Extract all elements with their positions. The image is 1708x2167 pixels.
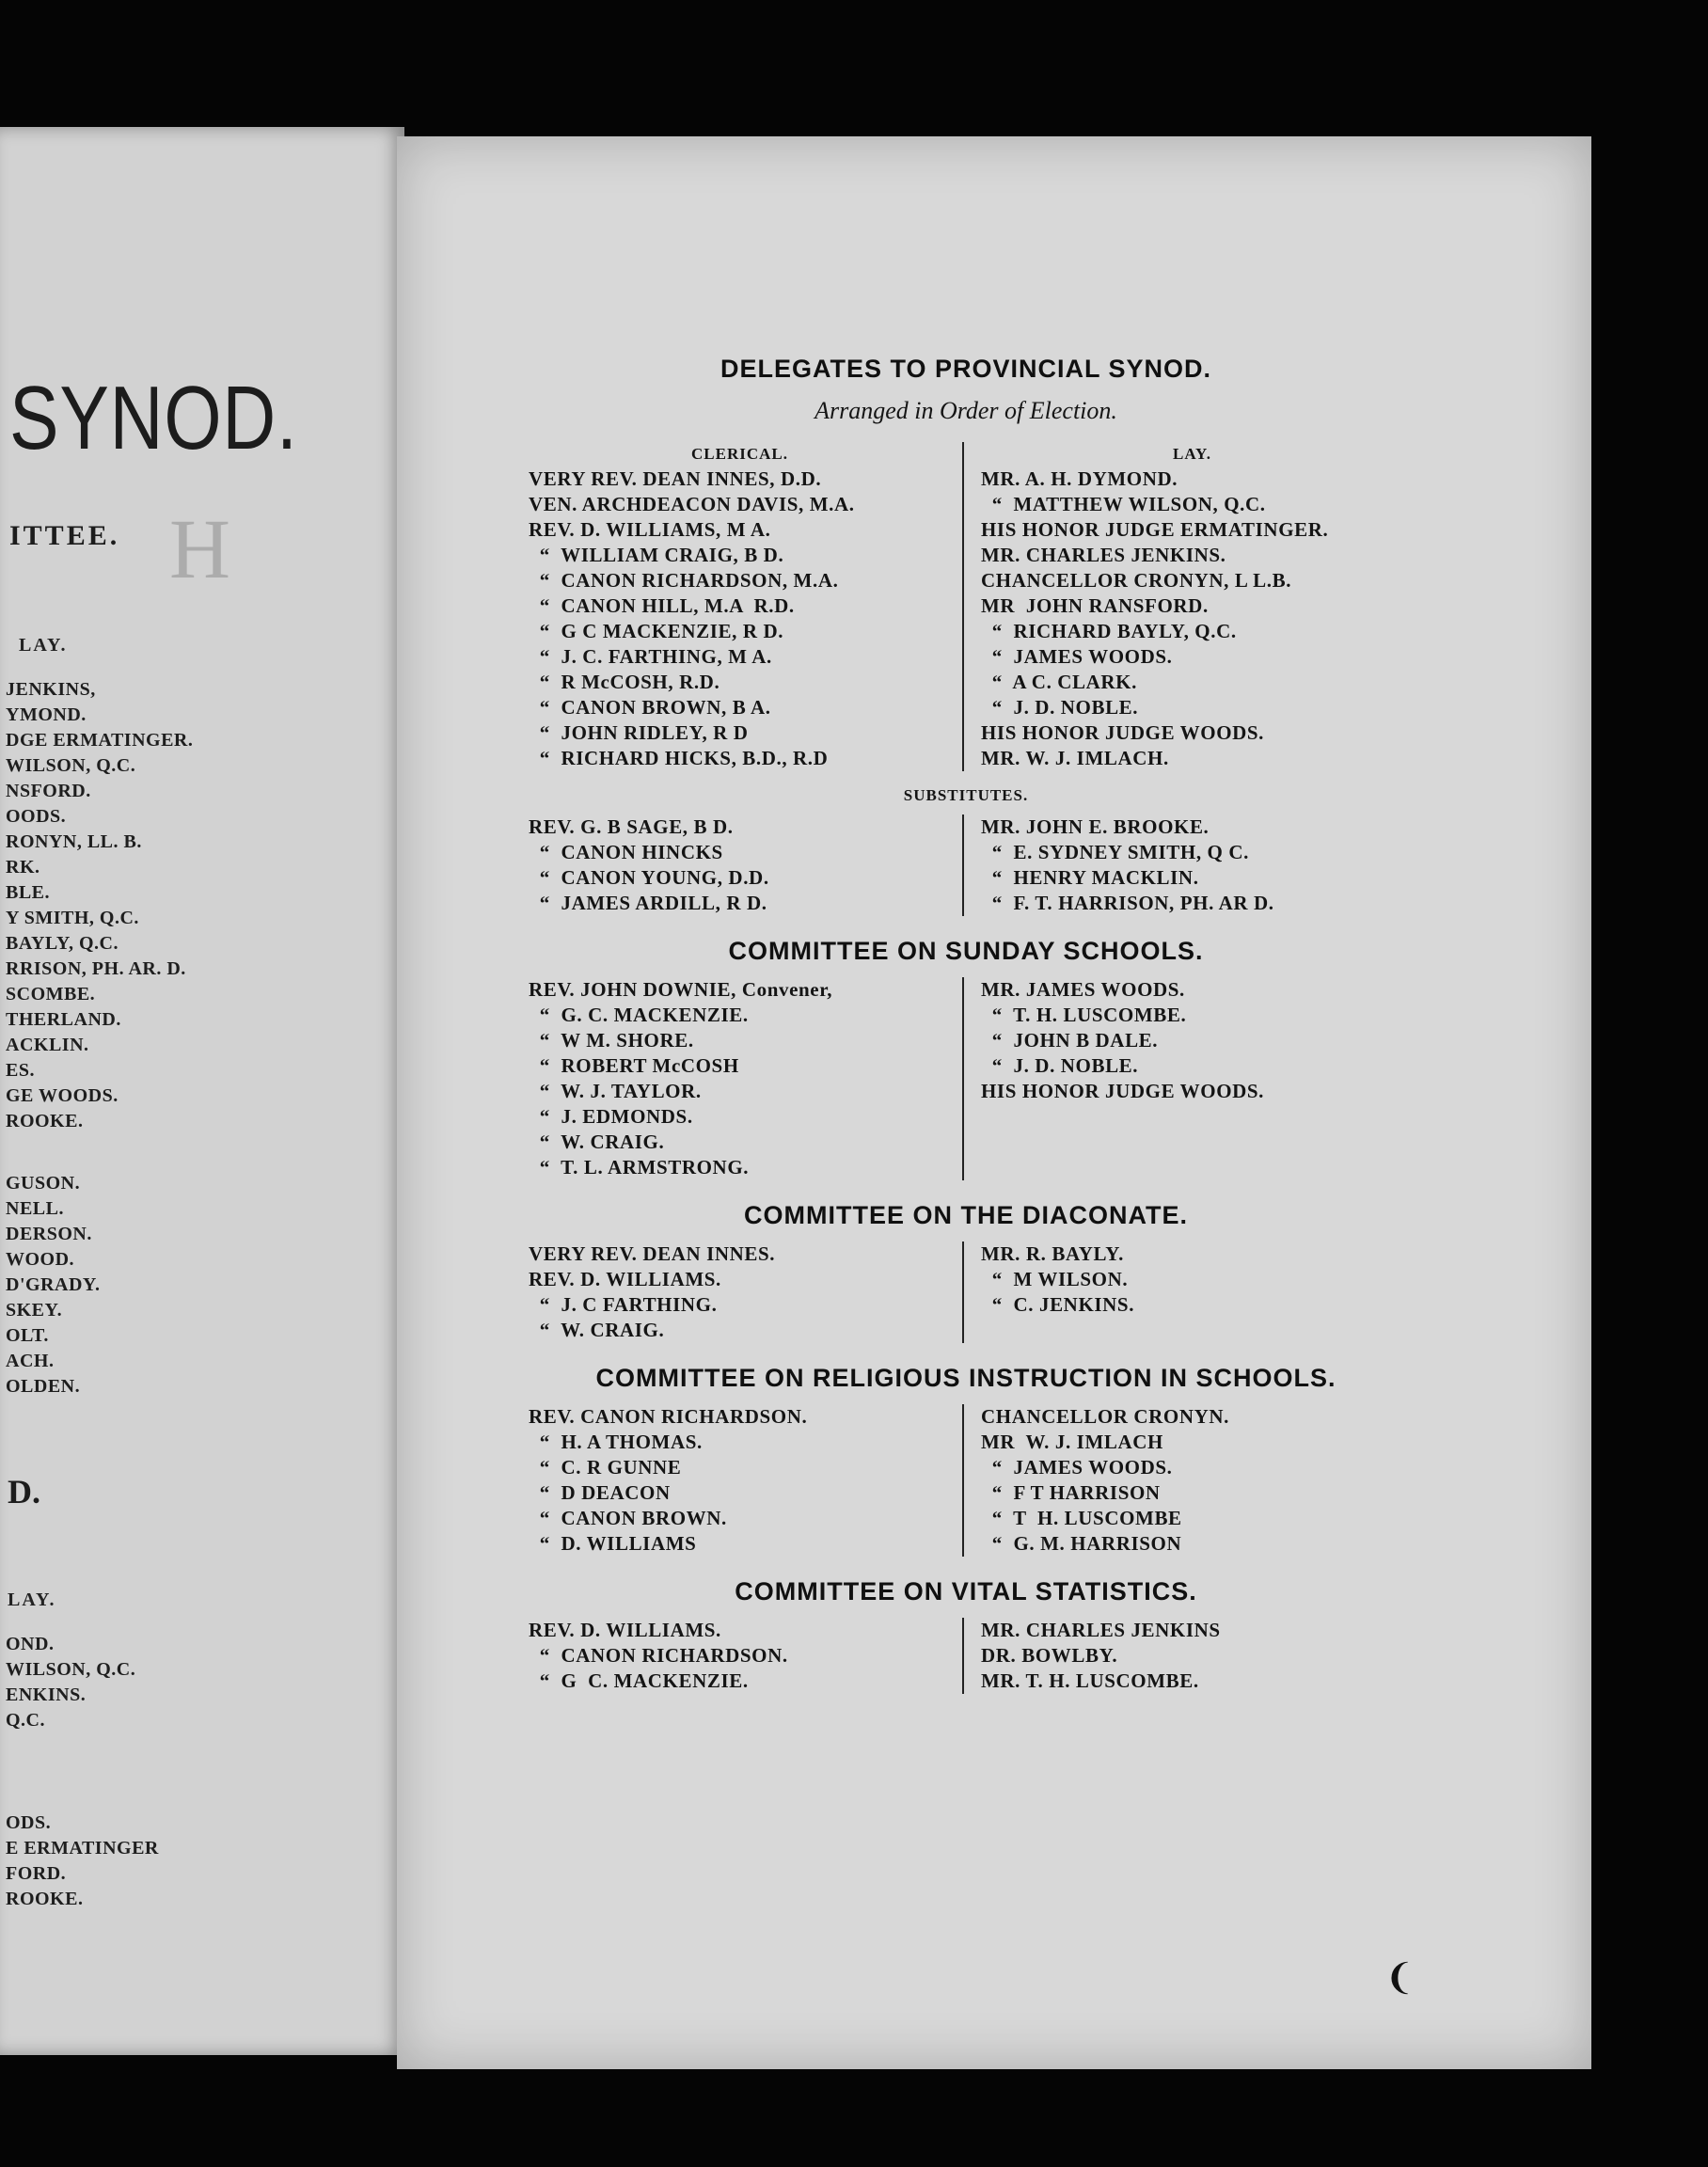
substitutes-label: SUBSTITUTES. — [903, 786, 1029, 804]
vital-statistics-clergy — [529, 1618, 964, 1694]
list-item: “ J. D. NOBLE. — [981, 1054, 1139, 1077]
list-item: “ CANON BROWN. — [529, 1507, 727, 1529]
list-item: CHANCELLOR CRONYN, L L.B. — [981, 569, 1292, 592]
list-item: Q.C. — [6, 1710, 45, 1731]
list-item: OLDEN. — [6, 1376, 81, 1397]
list-item: “ JAMES WOODS. — [981, 1456, 1173, 1479]
list-item: “ F T HARRISON — [981, 1481, 1161, 1504]
list-item: VERY REV. DEAN INNES, D.D. — [529, 467, 822, 490]
list-item: HIS HONOR JUDGE WOODS. — [981, 1080, 1265, 1102]
list-item: MR. JOHN E. BROOKE. — [981, 815, 1210, 838]
list-item: “ J. D. NOBLE. — [981, 696, 1139, 719]
diaconate-columns — [529, 1242, 1403, 1343]
lay-label-2: LAY. — [8, 1590, 56, 1610]
list-item: “ G. M. HARRISON — [981, 1532, 1182, 1555]
list-item: “ G. C. MACKENZIE. — [529, 1004, 749, 1026]
list-item: “ HENRY MACKLIN. — [981, 866, 1199, 889]
list-item: “ ROBERT McCOSH — [529, 1054, 739, 1077]
clerical-column — [529, 442, 964, 771]
religious-instruction-columns — [529, 1404, 1403, 1557]
list-item: SCOMBE. — [6, 984, 96, 1004]
vital-statistics-columns — [529, 1618, 1403, 1694]
list-item: ES. — [6, 1060, 35, 1081]
list-item: RONYN, LL. B. — [6, 831, 142, 852]
list-item: OLT. — [6, 1325, 49, 1346]
list-item: HIS HONOR JUDGE WOODS. — [981, 721, 1265, 744]
list-item: WILSON, Q.C. — [6, 1659, 136, 1680]
list-item: JENKINS, — [6, 679, 96, 700]
list-item: NELL. — [6, 1198, 64, 1219]
list-item: SKEY. — [6, 1300, 63, 1321]
list-item: ROOKE. — [6, 1111, 84, 1131]
sunday-schools-clergy — [529, 977, 964, 1180]
list-item: “ G C. MACKENZIE. — [529, 1669, 749, 1692]
list-item: “ C. R GUNNE — [529, 1456, 682, 1479]
list-item: “ JOHN B DALE. — [981, 1029, 1159, 1052]
list-item: DERSON. — [6, 1224, 92, 1244]
list-item: “ M WILSON. — [981, 1268, 1129, 1290]
list-item: ENKINS. — [6, 1685, 87, 1705]
list-item: “ JAMES WOODS. — [981, 645, 1173, 668]
lay-list — [981, 467, 1403, 771]
list-item: “ T H. LUSCOMBE — [981, 1507, 1182, 1529]
list-item: YMOND. — [6, 704, 87, 725]
list-item: REV. D. WILLIAMS. — [529, 1619, 721, 1641]
list-item: VEN. ARCHDEACON DAVIS, M.A. — [529, 493, 855, 515]
list-item: RRISON, PH. AR. D. — [6, 958, 186, 979]
list-item: “ J. C. FARTHING, M A. — [529, 645, 772, 668]
list-item: MR. R. BAYLY. — [981, 1242, 1124, 1265]
synod-heading: SYNOD. — [9, 368, 298, 468]
list-item: “ RICHARD BAYLY, Q.C. — [981, 620, 1237, 642]
religious-instruction-laity — [964, 1404, 1403, 1557]
list-item: GUSON. — [6, 1173, 81, 1194]
list-item: “ CANON HILL, M.A R.D. — [529, 594, 795, 617]
list-item: “ F. T. HARRISON, PH. AR D. — [981, 892, 1274, 914]
left-list-2 — [6, 1171, 101, 1400]
list-item: “ C. JENKINS. — [981, 1293, 1135, 1316]
list-item: ODS. — [6, 1812, 52, 1833]
list-item: “ CANON RICHARDSON, M.A. — [529, 569, 839, 592]
list-item: E ERMATINGER — [6, 1838, 159, 1859]
vital-statistics-section — [529, 1577, 1403, 1694]
sunday-schools-columns — [529, 977, 1403, 1180]
list-item: WILSON, Q.C. — [6, 755, 136, 776]
list-item: MR JOHN RANSFORD. — [981, 594, 1209, 617]
diaconate-clergy — [529, 1242, 964, 1343]
list-item: “ CANON RICHARDSON. — [529, 1644, 788, 1667]
list-item: BAYLY, Q.C. — [6, 933, 119, 954]
list-item: “ CANON BROWN, B A. — [529, 696, 771, 719]
provincial-synod-subtitle: Arranged in Order of Election. — [814, 397, 1117, 424]
diaconate-section — [529, 1201, 1403, 1343]
list-item: “ W M. SHORE. — [529, 1029, 694, 1052]
list-item: “ D. WILLIAMS — [529, 1532, 697, 1555]
list-item: “ T. L. ARMSTRONG. — [529, 1156, 750, 1178]
list-item: “ T. H. LUSCOMBE. — [981, 1004, 1187, 1026]
page-content — [529, 355, 1403, 1694]
list-item: ACH. — [6, 1351, 55, 1371]
list-item: MR. JAMES WOODS. — [981, 978, 1185, 1001]
list-item: DGE ERMATINGER. — [6, 730, 194, 751]
list-item: OODS. — [6, 806, 67, 827]
list-item: MR. T. H. LUSCOMBE. — [981, 1669, 1199, 1692]
list-item: “ CANON YOUNG, D.D. — [529, 866, 769, 889]
section-heading-d: D. — [8, 1473, 40, 1511]
list-item: REV. G. B SAGE, B D. — [529, 815, 734, 838]
vital-statistics-title: COMMITTEE ON VITAL STATISTICS. — [735, 1577, 1197, 1605]
list-item: “ RICHARD HICKS, B.D., R.D — [529, 747, 829, 769]
list-item: “ JAMES ARDILL, R D. — [529, 892, 767, 914]
list-item: WOOD. — [6, 1249, 75, 1270]
list-item: “ R McCOSH, R.D. — [529, 671, 720, 693]
substitutes-columns — [529, 815, 1403, 916]
ink-mark: ❨ — [1384, 1958, 1415, 1998]
list-item: Y SMITH, Q.C. — [6, 908, 139, 928]
list-item: “ J. C FARTHING. — [529, 1293, 718, 1316]
sunday-schools-title: COMMITTEE ON SUNDAY SCHOOLS. — [728, 937, 1204, 965]
substitute-lay-list — [964, 815, 1403, 916]
left-list-3 — [6, 1632, 135, 1733]
religious-instruction-clergy — [529, 1404, 964, 1557]
list-item: MR W. J. IMLACH — [981, 1431, 1163, 1453]
diaconate-laity — [964, 1242, 1403, 1343]
list-item: DR. BOWLBY. — [981, 1644, 1118, 1667]
vital-statistics-laity — [964, 1618, 1403, 1694]
clerical-list — [529, 467, 951, 771]
list-item: MR. W. J. IMLACH. — [981, 747, 1169, 769]
list-item: “ J. EDMONDS. — [529, 1105, 693, 1128]
sunday-schools-section — [529, 937, 1403, 1180]
sunday-schools-laity — [964, 977, 1403, 1180]
list-item: NSFORD. — [6, 781, 91, 801]
list-item: REV. CANON RICHARDSON. — [529, 1405, 808, 1428]
document-page — [397, 136, 1591, 2069]
list-item: ROOKE. — [6, 1889, 84, 1909]
list-item: REV. D. WILLIAMS, M A. — [529, 518, 771, 541]
provincial-synod-title: DELEGATES TO PROVINCIAL SYNOD. — [720, 355, 1212, 383]
list-item: “ JOHN RIDLEY, R D — [529, 721, 749, 744]
list-item: REV. D. WILLIAMS. — [529, 1268, 721, 1290]
list-item: HIS HONOR JUDGE ERMATINGER. — [981, 518, 1329, 541]
lay-label: LAY. — [19, 635, 68, 656]
lay-label: LAY. — [1172, 445, 1212, 463]
list-item: “ CANON HINCKS — [529, 841, 723, 863]
list-item: “ WILLIAM CRAIG, B D. — [529, 544, 784, 566]
diaconate-title: COMMITTEE ON THE DIACONATE. — [744, 1201, 1188, 1229]
list-item: “ W. J. TAYLOR. — [529, 1080, 702, 1102]
list-item: “ D DEACON — [529, 1481, 671, 1504]
committee-heading: ITTEE. — [9, 520, 120, 551]
list-item: “ MATTHEW WILSON, Q.C. — [981, 493, 1266, 515]
list-item: “ W. CRAIG. — [529, 1131, 665, 1153]
list-item: OND. — [6, 1634, 55, 1654]
bleed-through-text: H — [169, 503, 230, 596]
list-item: THERLAND. — [6, 1009, 121, 1030]
left-list-4 — [6, 1811, 159, 1912]
list-item: BLE. — [6, 882, 51, 903]
list-item: “ G C MACKENZIE, R D. — [529, 620, 784, 642]
previous-page-fragment — [0, 127, 404, 2055]
religious-instruction-title: COMMITTEE ON RELIGIOUS INSTRUCTION IN SCHOOLS. — [595, 1364, 1336, 1392]
left-list-1 — [6, 677, 193, 1134]
list-item: “ A C. CLARK. — [981, 671, 1137, 693]
list-item: GE WOODS. — [6, 1085, 119, 1106]
lay-column — [964, 442, 1403, 771]
clerical-label: CLERICAL. — [691, 445, 788, 463]
substitute-clerical-list — [529, 815, 964, 916]
list-item: RK. — [6, 857, 40, 878]
list-item: REV. JOHN DOWNIE, Convener, — [529, 978, 833, 1001]
list-item: D'GRADY. — [6, 1274, 101, 1295]
list-item: MR. CHARLES JENKINS — [981, 1619, 1221, 1641]
list-item: MR. CHARLES JENKINS. — [981, 544, 1226, 566]
list-item: FORD. — [6, 1863, 67, 1884]
delegates-columns — [529, 442, 1403, 771]
list-item: “ W. CRAIG. — [529, 1319, 665, 1341]
list-item: ACKLIN. — [6, 1035, 89, 1055]
list-item: CHANCELLOR CRONYN. — [981, 1405, 1229, 1428]
list-item: “ H. A THOMAS. — [529, 1431, 703, 1453]
list-item: VERY REV. DEAN INNES. — [529, 1242, 776, 1265]
list-item: MR. A. H. DYMOND. — [981, 467, 1178, 490]
religious-instruction-section — [529, 1364, 1403, 1557]
list-item: “ E. SYDNEY SMITH, Q C. — [981, 841, 1249, 863]
